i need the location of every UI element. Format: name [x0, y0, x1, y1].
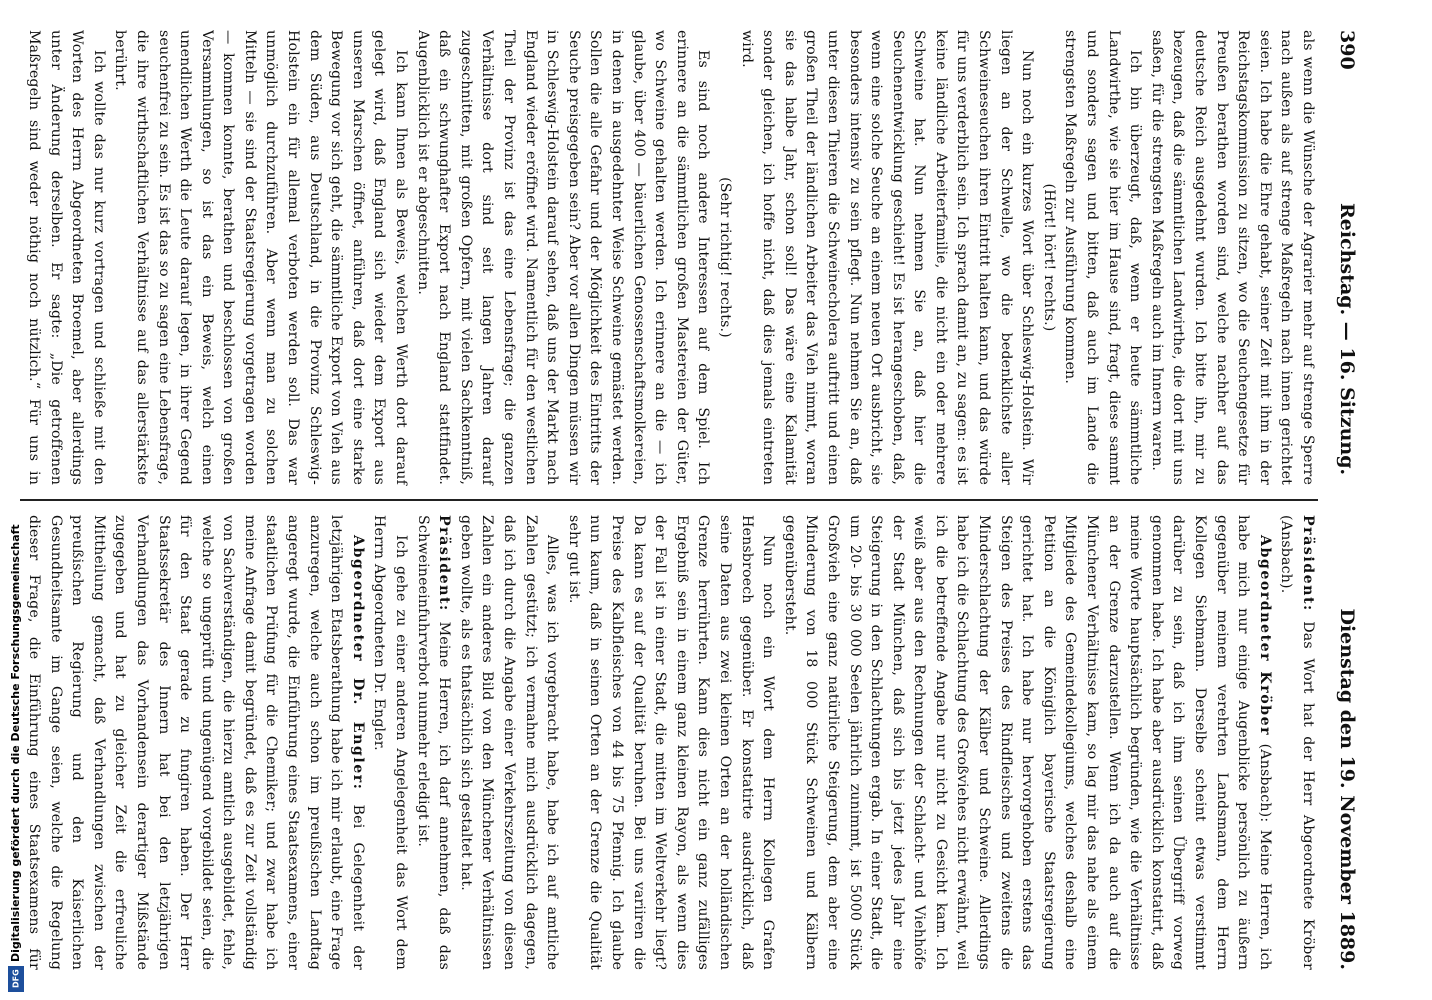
paragraph: [454, 515, 562, 970]
paragraph-text: Nun noch ein kurzes Wort über Schleswig-Holstein. Wir liegen an der Schwelle, wo die bedenklichste aller Schweineseuchen ihren Eintritt halten kann, und das würde für uns verderblich sein. Ich sprach damit an, zu sagen: es ist keine ländliche Arbeiterfamilie, die nicht ein oder mehrere Schweine hat. Nun nehmen Sie an, daß hier die Seuchenentwicklung geschieht! Es ist herangeschoben, daß, wenn eine solche Seuche an einem neuen Ort ausbricht, sie besonders intensiv zu sein pflegt. Nun nehmen Sie an, daß unter diesen Thieren die Schweinecholera auftritt und einen großen Theil der ländlichen Arbeiter das Vieh nimmt, woran sie das halbe Jahr, schon soll! Das wäre eine Kalamität sonder gleichen, ich hoffe nicht, daß dies jemals eintreten wird.: [738, 30, 1036, 485]
paragraph: [20, 515, 368, 970]
right-column: [20, 501, 1318, 970]
paragraph-text: Alles, was ich vorgebracht habe, habe ich auf amtliche Zahlen gestützt; ich vermahne mich ausdrücklich dagegen, daß ich durch die Angabe einer Verkehrszeitung von diesen Zahlen ein anderes Bild von den Münchener Verhältnissen geben wollte, als es thatsächlich sich gestaltet hat.: [457, 515, 561, 970]
paragraph: [735, 30, 1037, 485]
paragraph: [411, 515, 454, 970]
paragraph: [20, 30, 109, 485]
paragraph-text: Ich wollte das nur kurz vortragen und schließe mit den Worten des Herrn Abgeordneten Broemel, aber allerdings unter Änderung derselben. Er sagte: „Die getroffenen Maßregeln sind weder nöthig noch nützlich.“ Für uns in: [25, 30, 107, 485]
funding-notice: Digitalisierung gefördert durch die Deutsche Forschungsgemeinschaft: [9, 524, 22, 962]
paragraph-text: Das Wort hat der Herr Abgeordnete Kröber (Ansbach).: [1278, 515, 1316, 970]
paragraph-text: als wenn die Wünsche der Agrarier mehr auf strenge Sperre nach außen als auf strenge Maßregeln nach innen gerichtet seien. Ich habe die Ehre gehabt, seiner Zeit mit ihm in der Reichstagskommission zu sitzen, wo die Seuchengesetze für Preußen berathen worden sind, welche nachher auf das deutsche Reich ausgedehnt wurden. Ich bitte ihn, mir zu bezeugen, daß die sämmtlichen Landwirthe, die dort mit uns saßen, für die strengsten Maßregeln auch im Innern waren.: [1148, 30, 1316, 485]
page-number: 390: [1336, 30, 1358, 70]
paragraph-text: Ich bin überzeugt, daß, wenn er heute sämmtliche Landwirthe, wie sie hier im Hause sind, fragt, diese sammt und sonders sagen und bitten, daß auch im Lande die strengsten Maßregeln zur Ausführung kommen.: [1062, 30, 1144, 485]
paragraph-text: (Ansbach): Meine Herren, ich habe mich nur einige Augenblicke persönlich zu äußern gegenüber meinem verehrten Landsmann, dem Herrn Kollegen Siebmann. Derselbe scheint etwas verstimmt darüber zu sein, daß ich ihm seinen Übergriff vorweg genommen habe. Ich habe aber ausdrücklich konstatirt, daß meine Worte hauptsächlich begründen, wie die Verhältnisse an der Grenze darzustellen. Wenn ich da auch auf die Münchener Verhältnisse kam, so lag mir das nahe als einem Mitgliede des Gemeindekollegiums, welches deshalb eine Petition an die Königlich bayerische Staatsregierung gerichtet hat. Ich habe nur hervorgehoben erstens das Steigen des Preises des Rindfleisches und zweitens die Minderschlachtung der Kälber und Schweine. Allerdings habe ich die Schlachtung des Großviehes nicht erwähnt, weil ich die betreffende Angabe nur nicht zu Gesicht kam. Ich weiß aber aus den Rechnungen der Schlacht- und Viehhöfe der Stadt München, daß sich bis jetzt jedes Jahr eine Steigerung in den Schlachtungen ergab. In einer Stadt, die um 20- bis 30 000 Seelen jährlich zunimmt, ist 5000 Stück Großvieh eine ganz natürliche Steigerung, dem aber eine Minderung von 18 000 Stück Schweinen und Kälbern gegenübersteht.: [781, 515, 1273, 970]
paragraph: [562, 515, 778, 970]
two-column-body: [20, 30, 1318, 970]
paragraph-text: Ich kann Ihnen als Beweis, welchen Werth dort darauf gelegt wird, daß England sich wieder dem Export aus unseren Marschen öffnet, anführen, daß dort eine starke Bewegung vor sich geht, die sämmtliche Export von Vieh aus dem Süden, aus Deutschland, in die Provinz Schleswig-Holstein ein für allemal verboten werden soll. Das war unmöglich durchzuführen. Aber wenn man zu solchen Mitteln — sie sind der Staatsregierung vorgetragen worden — kommen konnte, berathen und beschlossen von großen Versammlungen, so ist das ein Beweis, welch einen unendlichen Werth die Leute darauf legen, in ihrer Gegend seuchenfrei zu sein. Es ist das so zu sagen eine Lebensfrage, die ihre wirthschaftlichen Verhältnisse auf das allerstärkste berührt.: [112, 30, 410, 485]
paragraph: [368, 515, 411, 970]
speaker-name: Abgeordneter Kröber: [1256, 535, 1273, 737]
digitization-credit: [6, 2, 26, 992]
session-date: Dienstag den 19. November 1889.: [1336, 608, 1358, 970]
paragraph-text: Bei Gelegenheit der letzjährigen Etatsberathung habe ich mir erlaubt, eine Frage anzuregen, welche auch schon im preußischen Landtag angeregt wurde, die Einführung eines Staatsexamens, einer staatlichen Prüfung für die Chemiker; und zwar habe ich meine Anfrage damit begründet, daß es zur Zeit vollständig von Sachverständigen, die hierzu amtlich ausgebildet, fehle, welche so ungeprüft und ungenügend vorgebildet seien, die für den Staat gerade zu fungiren haben. Der Herr Staatssekretär des Innern hat bei den letzjährigen Verhandlungen das Vorhandensein derartiger Mißstände zugegeben und hat zu gleicher Zeit die erfreuliche Mittheilung gemacht, daß Verhandlungen zwischen der preußischen Regierung und den Kaiserlichen Gesundheitsamte im Gange seien, welche die Regelung dieser Frage, die Einführung eines Staatsexamens für: [25, 515, 366, 970]
paragraph-text: (Hört! hört! rechts.): [1040, 183, 1057, 332]
stage-direction: [1037, 30, 1059, 485]
paragraph: [1059, 30, 1145, 485]
dfg-logo: DFG: [8, 966, 24, 992]
speaker-name: Präsident:: [1300, 515, 1316, 612]
speaker-name: Abgeordneter Dr. Engler:: [349, 535, 366, 791]
paragraph: [411, 30, 713, 485]
paragraph: [1145, 30, 1318, 485]
paragraph-text: Nun noch ein Wort dem Herrn Kollegen Grafen Hensbroech gegenüber. Er konstatirte ausdrücklich, daß seine Daten aus zwei kleinen Orten an der holländischen Grenze herrührten. Kann dies nicht ein ganz zufälliges Ergebniß sein in einem ganz kleinen Rayon, als wenn dies der Fall ist in einer Stadt, die mitten im Weltverkehr liegt? Da kann es auf der Qualität beruhen. Bei uns variiren die Preise des Kalbfleisches von 44 bis 75 Pfennig. Ich glaube nun kaum, daß in seinen Orten an der Grenze die Qualität sehr gut ist.: [565, 515, 777, 970]
paragraph: [1275, 515, 1318, 970]
page-header: [1328, 30, 1358, 970]
paragraph-text: Es sind noch andere Interessen auf dem Spiel. Ich erinnere an die sämmtlichen großen Mastereien der Güter, wo Schweine gehalten werden. Ich erinnere an die — ich glaube, über 400 — bäuerlichen Genossenschaftsmolkereien, in denen in ausgedehnter Weise Schweine gemästet werden. Sollen die alle Gefahr und der Möglichkeit des Eintritts der Seuche preisgegeben sein? Aber vor allen Dingen müssen wir in Schleswig-Holstein darauf sehen, daß uns der Markt nach England wieder eröffnet wird. Namentlich für den westlichen Theil der Provinz ist das eine Lebensfrage; die ganzen Verhältnisse dort sind seit langen Jahren darauf zugeschnitten, mit großen Opfern, mit vielen Sachkenntniß, daß ein schwunghafter Export nach England stattfindet. Augenblicklich ist er abgeschnitten.: [414, 30, 712, 485]
paragraph-text: (Sehr richtig! rechts.): [716, 177, 733, 338]
paragraph-text: Ich gehe zu einer anderen Angelegenheit das Wort dem Herrn Abgeordneten Dr. Engler.: [371, 515, 410, 970]
speaker-name: Präsident:: [436, 515, 453, 612]
paragraph: [778, 515, 1275, 970]
paragraph: [109, 30, 411, 485]
paragraph-text: Meine Herren, ich darf annehmen, daß das Schweineeinfuhrverbot nunmehr erledigt ist.: [414, 515, 453, 970]
running-title: Reichstag. — 16. Sitzung.: [1336, 203, 1358, 476]
left-column: [20, 30, 1318, 499]
stage-direction: [713, 30, 735, 485]
